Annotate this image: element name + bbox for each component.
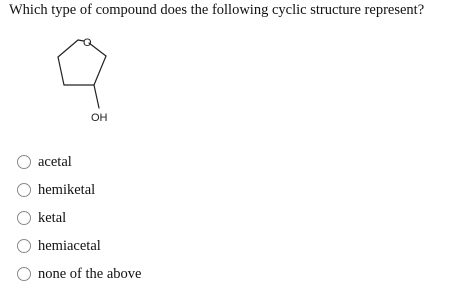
option-hemiacetal[interactable]	[17, 232, 141, 260]
question-text: Which type of compound does the following cyclic structure represent?	[9, 2, 425, 18]
bond-c5-c1	[58, 40, 78, 57]
option-label: ketal	[38, 210, 67, 226]
option-acetal[interactable]	[17, 148, 141, 176]
ring-oxygen-label: O	[83, 37, 92, 49]
option-none-of-the-above[interactable]	[17, 260, 141, 288]
radio-button[interactable]	[17, 267, 31, 281]
option-label: acetal	[38, 154, 72, 170]
radio-button[interactable]	[17, 155, 31, 169]
answer-options	[17, 148, 141, 288]
option-ketal[interactable]	[17, 204, 141, 232]
radio-button[interactable]	[17, 183, 31, 197]
cyclic-structure-diagram	[0, 0, 465, 140]
radio-button[interactable]	[17, 211, 31, 225]
option-label: hemiacetal	[38, 238, 101, 254]
bond-c2-c3	[94, 56, 106, 85]
option-label: none of the above	[38, 266, 142, 282]
hydroxyl-label: OH	[91, 112, 108, 124]
bond-c4-c5	[58, 57, 64, 85]
radio-button[interactable]	[17, 239, 31, 253]
option-label: hemiketal	[38, 182, 96, 198]
option-hemiketal[interactable]	[17, 176, 141, 204]
bond-c3-oh	[94, 85, 99, 108]
